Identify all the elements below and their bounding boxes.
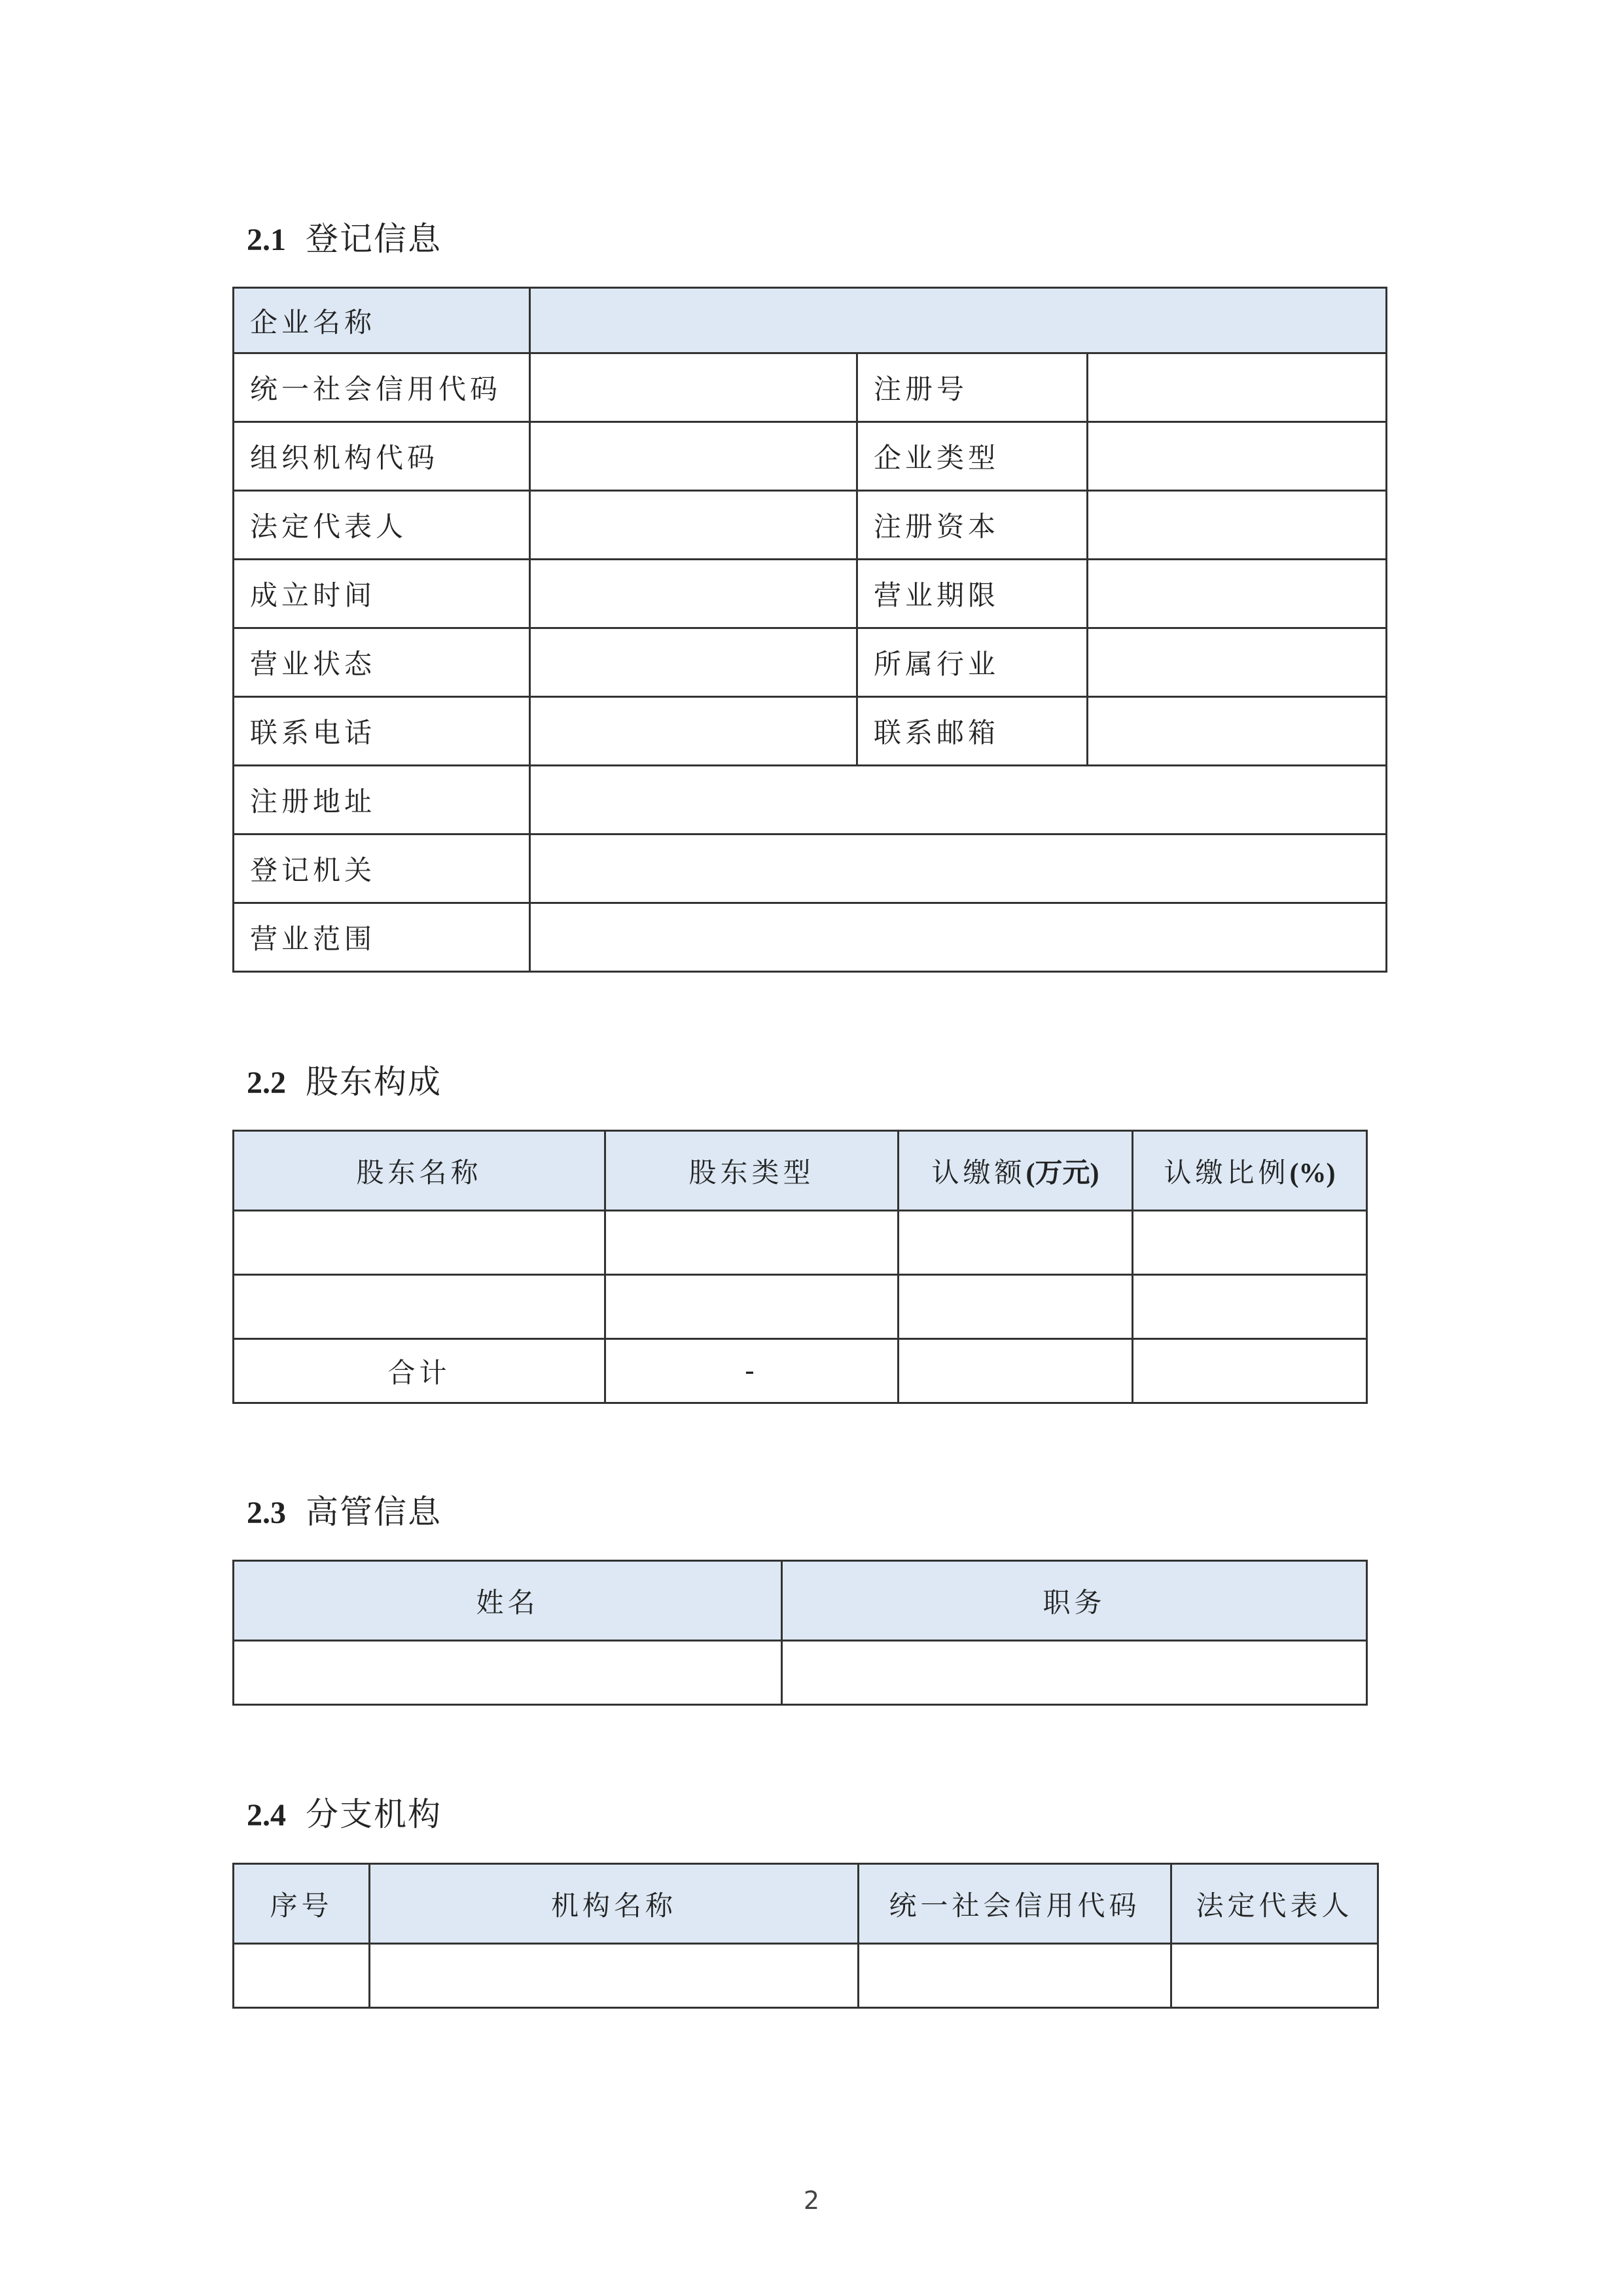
section-heading: 分支机构 [306,1795,442,1833]
branches-table [232,1863,1379,2009]
header-name: 姓名 [234,1561,782,1641]
field-value [530,834,1387,903]
total-type: - [605,1339,899,1403]
registration-table [232,287,1387,973]
header-subscribed-ratio [1133,1131,1367,1211]
field-value [530,903,1387,972]
section-title-2-3 [247,1489,442,1535]
field-label: 营业期限 [857,560,1088,628]
field-label: 登记机关 [234,834,530,903]
section-number: 2.4 [247,1798,286,1833]
field-label: 注册地址 [234,766,530,834]
table-cell [899,1211,1133,1275]
table-cell [234,1641,782,1705]
field-value [530,422,857,491]
table-cell [605,1211,899,1275]
field-label: 成立时间 [234,560,530,628]
field-label: 联系电话 [234,697,530,766]
field-label: 营业状态 [234,628,530,697]
table-cell [859,1944,1171,2008]
table-cell [782,1641,1367,1705]
table-cell [899,1339,1133,1403]
section-number: 2.1 [247,223,286,257]
section-heading: 登记信息 [306,220,442,258]
field-label: 注册号 [857,353,1088,422]
field-value [1088,628,1387,697]
field-label: 统一社会信用代码 [234,353,530,422]
company-name-label: 企业名称 [234,288,530,353]
field-label: 组织机构代码 [234,422,530,491]
field-label: 营业范围 [234,903,530,972]
table-cell [1133,1211,1367,1275]
table-cell [1133,1275,1367,1339]
company-name-value [530,288,1387,353]
section-heading: 股东构成 [306,1063,442,1101]
header-serial-number: 序号 [234,1864,370,1944]
section-title-2-4 [247,1791,442,1837]
header-legal-representative: 法定代表人 [1171,1864,1378,1944]
field-value [530,628,857,697]
table-cell [234,1944,370,2008]
total-label: 合计 [234,1339,605,1403]
field-label: 所属行业 [857,628,1088,697]
section-number: 2.3 [247,1496,286,1530]
table-cell [899,1275,1133,1339]
table-cell [234,1275,605,1339]
table-cell [234,1211,605,1275]
field-value [1088,697,1387,766]
field-value [1088,491,1387,560]
field-value [530,491,857,560]
field-value [530,560,857,628]
header-text: 认缴额 [931,1156,1026,1189]
section-title-2-2 [247,1059,442,1105]
field-value [1088,422,1387,491]
header-subscribed-amount [899,1131,1133,1211]
header-unit: (%) [1289,1158,1336,1189]
field-label: 法定代表人 [234,491,530,560]
header-position: 职务 [782,1561,1367,1641]
table-cell [370,1944,859,2008]
field-value [530,353,857,422]
header-unit: (万元) [1026,1158,1099,1189]
field-value [530,697,857,766]
table-cell [1133,1339,1367,1403]
field-label: 联系邮箱 [857,697,1088,766]
page-number: 2 [803,2186,820,2215]
field-value [530,766,1387,834]
executives-table [232,1560,1368,1706]
field-label: 企业类型 [857,422,1088,491]
shareholders-table [232,1130,1368,1404]
header-text: 认缴比例 [1164,1156,1290,1189]
header-branch-name: 机构名称 [370,1864,859,1944]
section-title-2-1 [247,216,442,262]
field-label: 注册资本 [857,491,1088,560]
header-shareholder-name: 股东名称 [234,1131,605,1211]
table-cell [605,1275,899,1339]
section-heading: 高管信息 [306,1493,442,1531]
section-number: 2.2 [247,1066,286,1100]
header-credit-code: 统一社会信用代码 [859,1864,1171,1944]
field-value [1088,560,1387,628]
field-value [1088,353,1387,422]
header-shareholder-type: 股东类型 [605,1131,899,1211]
table-cell [1171,1944,1378,2008]
